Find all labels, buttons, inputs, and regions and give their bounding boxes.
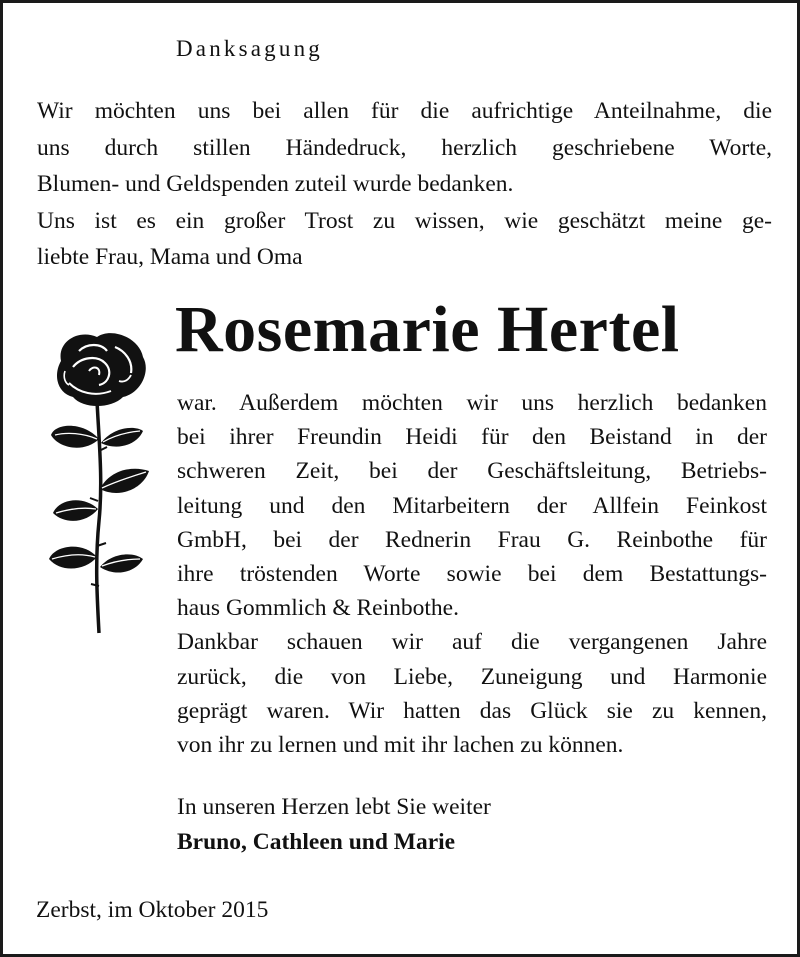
intro-line: Uns ist es ein großer Trost zu wissen, wie geschätzt meine ge-: [37, 207, 772, 234]
closing-block: [177, 790, 491, 860]
body-line: schweren Zeit, bei der Geschäftsleitung, Betriebs-: [177, 458, 767, 485]
notice-heading: Danksagung: [176, 36, 323, 61]
body-line: Dankbar schauen wir auf die vergangenen Jahre: [177, 629, 767, 656]
rose-illustration-icon: [39, 331, 159, 636]
body-line: leitung und den Mitarbeitern der Allfein Feinkost: [177, 492, 767, 519]
body-paragraph: [177, 386, 767, 762]
body-line: bei ihrer Freundin Heidi für den Beistand in der: [177, 424, 767, 451]
signers: Bruno, Cathleen und Marie: [177, 829, 456, 855]
body-line: von ihr zu lernen und mit ihr lachen zu können.: [177, 732, 624, 759]
intro-line: liebte Frau, Mama und Oma: [37, 244, 303, 270]
closing-line: In unseren Herzen lebt Sie weiter: [177, 794, 491, 820]
deceased-name: Rosemarie Hertel: [175, 293, 680, 366]
body-line: GmbH, bei der Rednerin Frau G. Reinbothe für: [177, 526, 767, 553]
intro-paragraph: [37, 93, 772, 276]
intro-line: Wir möchten uns bei allen für die aufrichtige Anteilnahme, die: [37, 98, 772, 124]
body-line: war. Außerdem möchten wir uns herzlich bedanken: [177, 390, 767, 416]
body-line: haus Gommlich & Reinbothe.: [177, 595, 459, 622]
place-date: Zerbst, im Oktober 2015: [36, 897, 269, 923]
intro-line: Blumen- und Geldspenden zuteil wurde bedanken.: [37, 171, 514, 197]
intro-line: uns durch stillen Händedruck, herzlich geschriebene Worte,: [37, 134, 772, 161]
body-line: zurück, die von Liebe, Zuneigung und Harmonie: [177, 663, 767, 690]
body-line: geprägt waren. Wir hatten das Glück sie zu kennen,: [177, 697, 767, 724]
body-line: ihre tröstenden Worte sowie bei dem Bestattungs-: [177, 561, 767, 588]
